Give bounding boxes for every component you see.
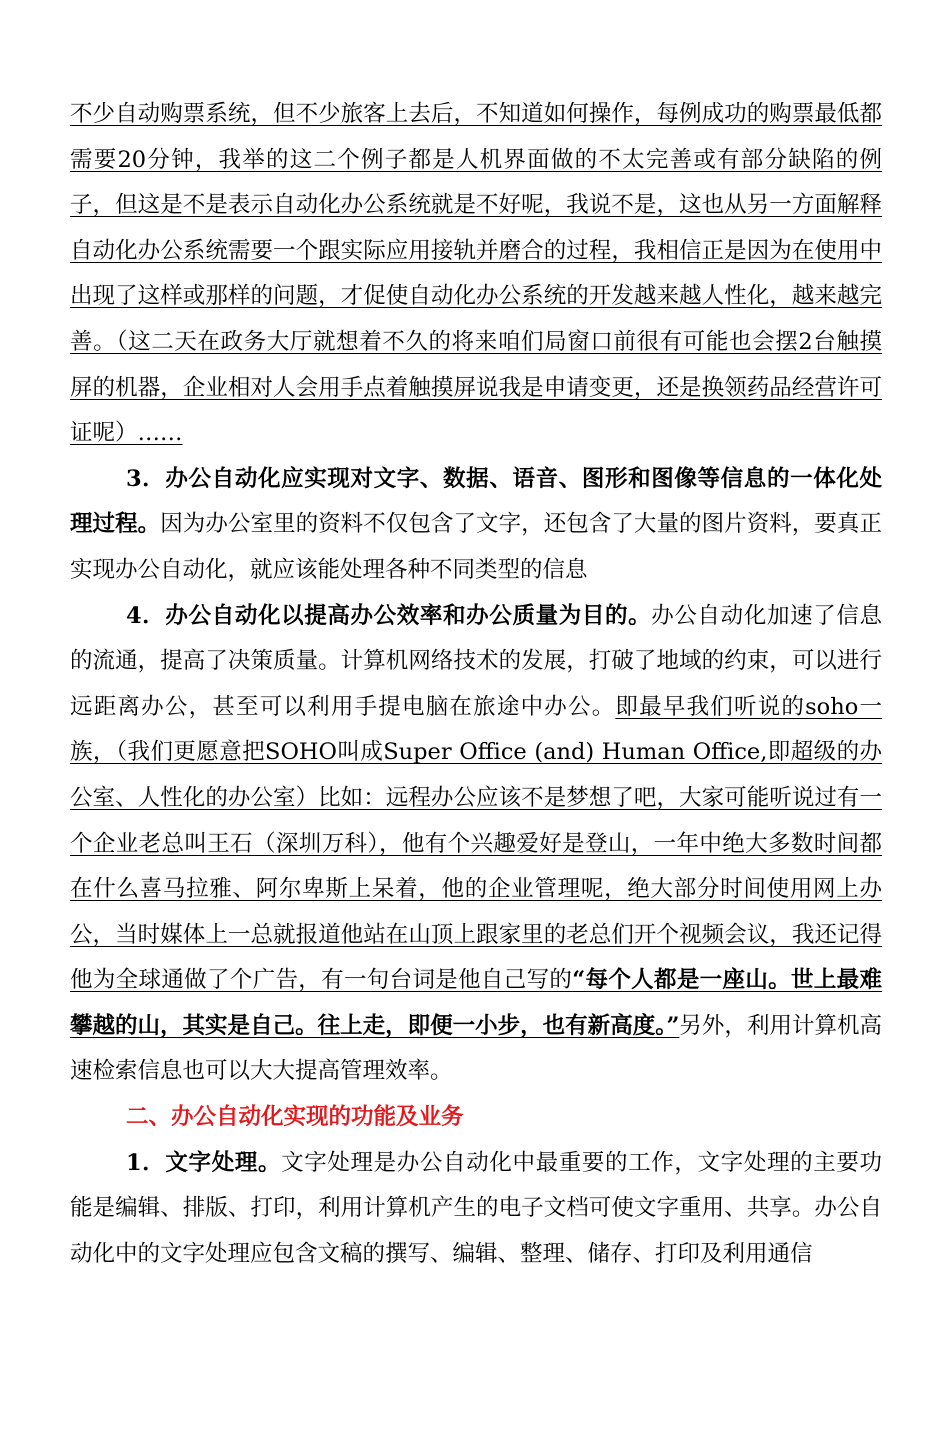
- point-4-tail: 另外，利用计算机高速检索信息也可以大大提高管理效率。: [70, 1012, 882, 1085]
- text-processing-title: 1．文字处理。: [126, 1149, 282, 1176]
- point-4-title: 4．办公自动化以提高办公效率和办公质量为目的。: [126, 602, 652, 629]
- point-3-body: 因为办公室里的资料不仅包含了文字，还包含了大量的图片资料，要真正实现办公自动化，就应该能处理各种不同类型的信息: [70, 511, 882, 583]
- paragraph-point-3: [70, 457, 882, 594]
- paragraph-point-4: [70, 594, 882, 1096]
- point-3-title: 3．办公自动化应实现对文字、数据、语音、图形和图像等信息的一体化处理过程。: [70, 465, 882, 538]
- paragraph-text-processing: [70, 1141, 882, 1278]
- quote-text: “每个人都是一座山。世上最难攀越的山，其实是自己。往上走，即便一小步，也有新高度。”: [70, 967, 882, 1039]
- section-heading: 二、办公自动化实现的功能及业务: [126, 1104, 464, 1131]
- paragraph-ticket-system: [70, 92, 882, 457]
- point-4-body: 办公自动化加速了信息的流通，提高了决策质量。计算机网络技术的发展，打破了地域的约束，可以进行远距离办公，甚至可以利用手提电脑在旅途中办公。: [70, 602, 882, 720]
- document-page: [70, 92, 882, 1277]
- text-processing-body: 文字处理是办公自动化中最重要的工作，文字处理的主要功能是编辑、排版、打印，利用计算机产生的电子文档可使文字重用、共享。办公自动化中的文字处理应包含文稿的撰写、编辑、整理、储存、打印及利用通信: [70, 1149, 882, 1267]
- soho-example-text: 即最早我们听说的soho一族，（我们更愿意把SOHO叫成Super Office (and) Human Office,即超级的办公室、人性化的办公室）比如：远程办公应该不是梦想了吧，大家可能听说过有一个企业老总叫王石（深圳万科），他有个兴趣爱好是登山，一年中绝大多数时间都在什么喜马拉雅、阿尔卑斯上呆着，他的企业管理呢，绝大部分时间使用网上办公，当时媒体上一总就报道他站在山顶上跟家里的老总们开个视频会议，我还记得他为全球通做了个广告，有一句台词是他自己写的: [70, 693, 882, 994]
- underlined-text: 不少自动购票系统，但不少旅客上去后，不知道如何操作，每例成功的购票最低都需要20分钟，我举的这二个例子都是人机界面做的不太完善或有部分缺陷的例子，但这是不是表示自动化办公系统就是不好呢，我说不是，这也从另一方面解释自动化办公系统需要一个跟实际应用接轨并磨合的过程，我相信正是因为在使用中出现了这样或那样的问题，才促使自动化办公系统的开发越来越人性化，越来越完善。（这二天在政务大厅就想着不久的将来咱们局窗口前很有可能也会摆2台触摸屏的机器，企业相对人会用手点着触摸屏说我是申请变更，还是换领药品经营许可证呢）……: [70, 101, 882, 447]
